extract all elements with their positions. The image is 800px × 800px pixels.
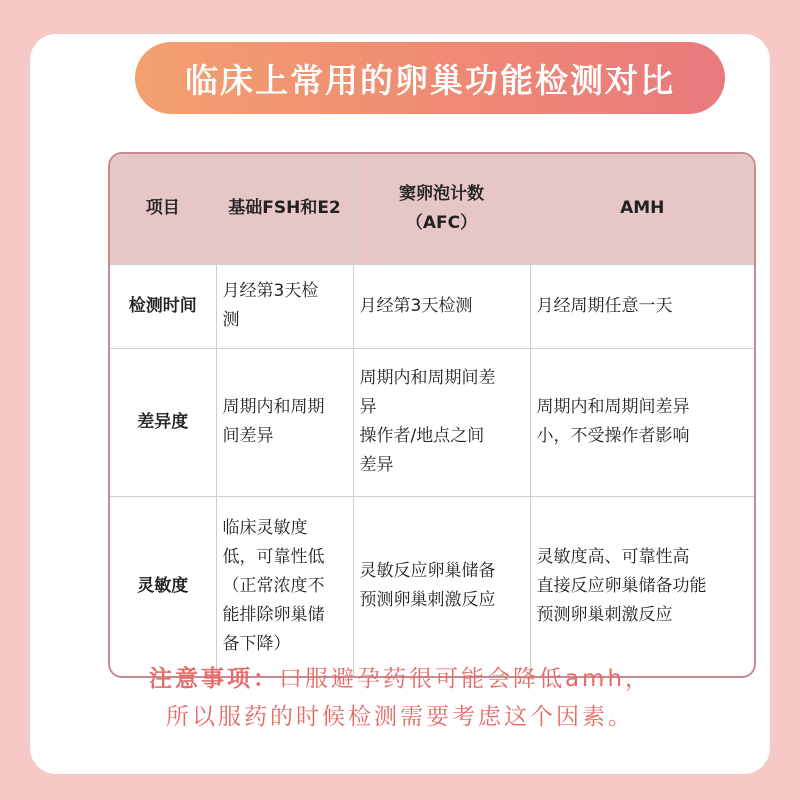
row-label: 检测时间: [110, 264, 216, 348]
note-body: 口服避孕药很可能会降低amh， 所以服药的时候检测需要考虑这个因素。: [166, 666, 652, 730]
table-header-row: [110, 154, 754, 264]
table-row: [110, 264, 754, 348]
table-cell: 灵敏反应卵巢储备 预测卵巢刺激反应: [353, 496, 530, 676]
header-amh: AMH: [530, 154, 754, 264]
header-afc: 窦卵泡计数 （AFC）: [353, 154, 530, 264]
header-item: 项目: [110, 154, 216, 264]
comparison-table: [108, 152, 756, 678]
row-label: 差异度: [110, 348, 216, 496]
page-title: 临床上常用的卵巢功能检测对比: [135, 42, 725, 114]
row-label: 灵敏度: [110, 496, 216, 676]
table-cell: 周期内和周期间差异 小，不受操作者影响: [530, 348, 754, 496]
note-text: [60, 660, 740, 736]
table-cell: 月经第3天检 测: [216, 264, 353, 348]
note-label: 注意事项：: [148, 666, 279, 692]
table-cell: 灵敏度高、可靠性高 直接反应卵巢储备功能 预测卵巢刺激反应: [530, 496, 754, 676]
header-fsh-e2: 基础FSH和E2: [216, 154, 353, 264]
table-cell: 月经第3天检测: [353, 264, 530, 348]
table-row: [110, 348, 754, 496]
table-cell: 月经周期任意一天: [530, 264, 754, 348]
table-cell: 临床灵敏度 低，可靠性低 （正常浓度不 能排除卵巢储 备下降）: [216, 496, 353, 676]
table-cell: 周期内和周期间差 异 操作者/地点之间 差异: [353, 348, 530, 496]
table-row: [110, 496, 754, 676]
table-cell: 周期内和周期 间差异: [216, 348, 353, 496]
